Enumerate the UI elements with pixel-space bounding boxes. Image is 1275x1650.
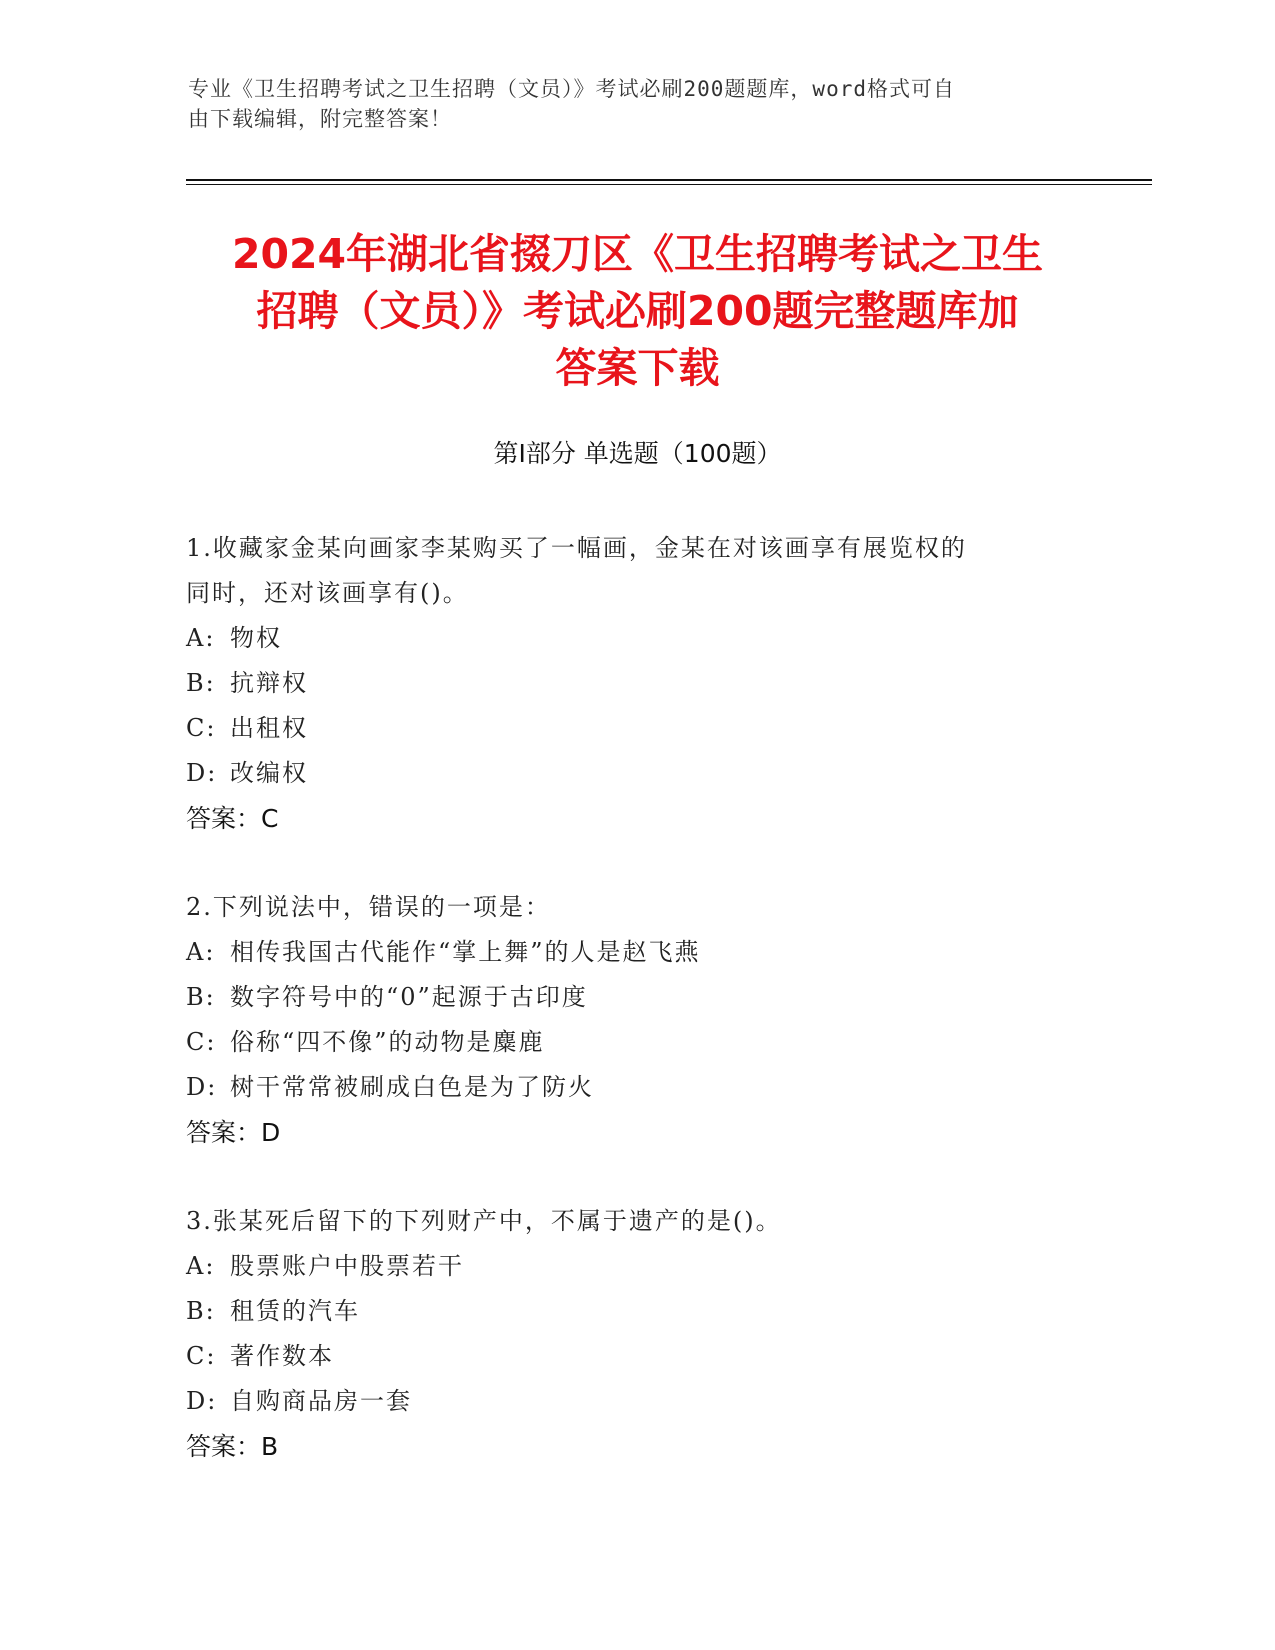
option-text: 著作数本: [230, 1342, 334, 1370]
option-text: 树干常常被刷成白色是为了防火: [230, 1073, 594, 1101]
question-1: [186, 526, 1086, 841]
header-divider-thick: [186, 179, 1152, 181]
option-text: 自购商品房一套: [230, 1387, 412, 1415]
answer-label: 答案：D: [186, 1118, 281, 1147]
option-letter: C:: [186, 1028, 217, 1056]
option-text: 股票账户中股票若干: [230, 1252, 464, 1280]
option-text: 俗称“四不像”的动物是麋鹿: [230, 1028, 545, 1056]
option-text: 物权: [230, 624, 282, 652]
title-line-2: 招聘（文员）》考试必刷200题完整题库加: [256, 287, 1019, 335]
option-b: [186, 661, 1086, 706]
option-a: [186, 930, 1086, 975]
option-letter: D:: [186, 1387, 218, 1415]
header-note: [188, 74, 1088, 134]
option-b: [186, 975, 1086, 1020]
section-title: 第Ⅰ部分 单选题（100题）: [493, 439, 782, 468]
document-title: [160, 226, 1115, 397]
option-b: [186, 1289, 1086, 1334]
option-a: [186, 616, 1086, 661]
option-text: 改编权: [230, 759, 308, 787]
header-line-1: 专业《卫生招聘考试之卫生招聘（文员）》考试必刷200题题库，word格式可自: [188, 77, 955, 101]
header-line-2: 由下载编辑，附完整答案！: [188, 107, 452, 131]
answer-label: 答案：B: [186, 1432, 279, 1461]
question-3: [186, 1199, 1086, 1469]
option-letter: D:: [186, 1073, 218, 1101]
option-text: 相传我国古代能作“掌上舞”的人是赵飞燕: [230, 938, 701, 966]
question-stem: 2.下列说法中，错误的一项是：: [186, 893, 551, 921]
question-list: [186, 526, 1086, 1513]
option-letter: A:: [186, 624, 216, 652]
option-letter: A:: [186, 938, 216, 966]
option-text: 出租权: [230, 714, 308, 742]
option-a: [186, 1244, 1086, 1289]
title-line-1: 2024年湖北省掇刀区《卫生招聘考试之卫生: [231, 230, 1044, 278]
option-text: 租赁的汽车: [230, 1297, 360, 1325]
option-d: [186, 1379, 1086, 1424]
option-text: 抗辩权: [230, 669, 308, 697]
option-letter: C:: [186, 714, 217, 742]
option-letter: B:: [186, 983, 216, 1011]
option-d: [186, 751, 1086, 796]
option-letter: D:: [186, 759, 218, 787]
header-divider-thin: [186, 184, 1152, 185]
question-stem-continued: 同时，还对该画享有()。: [186, 579, 469, 607]
option-letter: B:: [186, 669, 216, 697]
option-d: [186, 1065, 1086, 1110]
option-c: [186, 1334, 1086, 1379]
option-letter: C:: [186, 1342, 217, 1370]
option-text: 数字符号中的“0”起源于古印度: [230, 983, 588, 1011]
option-letter: B:: [186, 1297, 216, 1325]
option-c: [186, 706, 1086, 751]
title-line-3: 答案下载: [555, 344, 720, 392]
option-c: [186, 1020, 1086, 1065]
question-stem: 3.张某死后留下的下列财产中，不属于遗产的是()。: [186, 1207, 782, 1235]
question-2: [186, 885, 1086, 1155]
question-stem: 1.收藏家金某向画家李某购买了一幅画，金某在对该画享有展览权的: [186, 534, 967, 562]
option-letter: A:: [186, 1252, 216, 1280]
answer-label: 答案：C: [186, 804, 279, 833]
